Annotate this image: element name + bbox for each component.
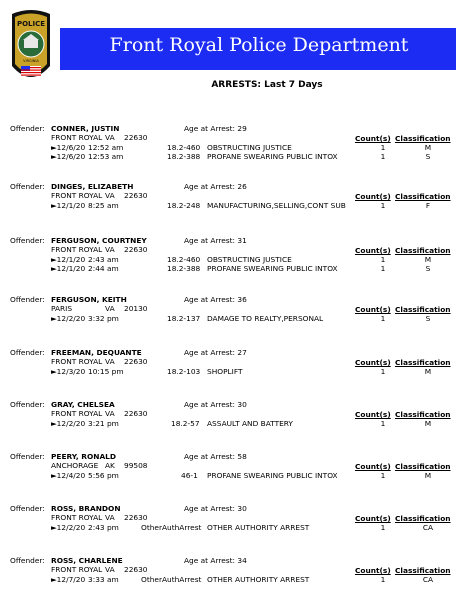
charge-date: ►12/1/20 (51, 255, 86, 264)
charge-row (51, 143, 461, 152)
age-at-arrest: Age at Arrest: 29 (184, 124, 247, 133)
charge-date: ►12/3/20 (51, 367, 86, 376)
count-header: Count(s) (355, 358, 391, 367)
charge-code: 18.2-388 (167, 264, 201, 273)
classification-header: Classification (395, 566, 451, 575)
offender-name: DINGES, ELIZABETH (51, 182, 134, 191)
charge-description: OBSTRUCTING JUSTICE (207, 255, 292, 264)
offender-zip: 22630 (124, 133, 148, 142)
charge-row (51, 367, 461, 376)
offender-city: FRONT ROYAL (51, 191, 103, 200)
age-at-arrest: Age at Arrest: 30 (184, 400, 247, 409)
offender-label: Offender: (10, 295, 45, 304)
charge-row (51, 314, 461, 323)
charge-description: MANUFACTURING,SELLING,CONT SUB (207, 201, 346, 210)
charge-code: 18.2-460 (167, 143, 201, 152)
charge-date: ►12/1/20 (51, 264, 86, 273)
charge-description: SHOPLIFT (207, 367, 243, 376)
count-header: Count(s) (355, 410, 391, 419)
charge-code: OtherAuthArrest (141, 575, 202, 584)
charge-date: ►12/2/20 (51, 314, 86, 323)
charge-row (51, 471, 461, 480)
offender-label: Offender: (10, 348, 45, 357)
offender-state: VA (105, 133, 115, 142)
charge-time: 8:25 am (88, 201, 119, 210)
offender-name: ROSS, BRANDON (51, 504, 121, 513)
age-at-arrest: Age at Arrest: 34 (184, 556, 247, 565)
classification-header: Classification (395, 514, 451, 523)
offender-zip: 99508 (124, 461, 148, 470)
offender-zip: 22630 (124, 245, 148, 254)
charge-time: 10:15 pm (88, 367, 124, 376)
charge-count: 1 (380, 255, 386, 264)
offender-record (0, 295, 464, 353)
charge-description: PROFANE SWEARING PUBLIC INTOX (207, 152, 338, 161)
count-header: Count(s) (355, 514, 391, 523)
offender-label: Offender: (10, 504, 45, 513)
offender-state: VA (105, 357, 115, 366)
charge-date: ►12/6/20 (51, 143, 86, 152)
charge-date: ►12/7/20 (51, 575, 86, 584)
classification-header: Classification (395, 358, 451, 367)
offender-zip: 22630 (124, 409, 148, 418)
charge-row (51, 255, 461, 264)
offender-state: VA (105, 565, 115, 574)
charge-code: 18.2-137 (167, 314, 201, 323)
charge-classification: M (424, 419, 432, 428)
charge-classification: M (424, 143, 432, 152)
offender-name: GRAY, CHELSEA (51, 400, 115, 409)
charge-row (51, 264, 461, 273)
count-header: Count(s) (355, 305, 391, 314)
charge-time: 2:44 am (88, 264, 119, 273)
charge-row (51, 419, 461, 428)
charge-time: 3:32 pm (88, 314, 119, 323)
offender-name: PEERY, RONALD (51, 452, 117, 461)
offender-city: FRONT ROYAL (51, 565, 103, 574)
offender-record (0, 556, 464, 614)
charge-description: PROFANE SWEARING PUBLIC INTOX (207, 264, 338, 273)
offender-record (0, 400, 464, 458)
count-header: Count(s) (355, 566, 391, 575)
classification-header: Classification (395, 192, 451, 201)
charge-description: OBSTRUCTING JUSTICE (207, 143, 292, 152)
charge-row (51, 201, 461, 210)
charge-classification: CA (422, 523, 434, 532)
age-at-arrest: Age at Arrest: 36 (184, 295, 247, 304)
classification-header: Classification (395, 305, 451, 314)
charge-count: 1 (380, 419, 386, 428)
offender-record (0, 236, 464, 294)
offender-record (0, 124, 464, 182)
offender-record (0, 504, 464, 562)
charge-time: 12:52 am (88, 143, 124, 152)
charge-classification: S (425, 152, 431, 161)
offender-label: Offender: (10, 124, 45, 133)
classification-header: Classification (395, 410, 451, 419)
age-at-arrest: Age at Arrest: 31 (184, 236, 247, 245)
charge-time: 5:56 pm (88, 471, 119, 480)
charge-code: 18.2-57 (171, 419, 200, 428)
charge-description: OTHER AUTHORITY ARREST (207, 575, 310, 584)
charge-classification: CA (422, 575, 434, 584)
offender-city: FRONT ROYAL (51, 245, 103, 254)
charge-row (51, 523, 461, 532)
report-header (0, 0, 464, 92)
charge-date: ►12/2/20 (51, 419, 86, 428)
classification-header: Classification (395, 462, 451, 471)
offender-state: VA (105, 191, 115, 200)
count-header: Count(s) (355, 134, 391, 143)
offender-city: FRONT ROYAL (51, 409, 103, 418)
offender-label: Offender: (10, 236, 45, 245)
offender-label: Offender: (10, 452, 45, 461)
charge-classification: M (424, 255, 432, 264)
charge-time: 3:33 am (88, 575, 119, 584)
offender-name: CONNER, JUSTIN (51, 124, 120, 133)
classification-header: Classification (395, 134, 451, 143)
charge-count: 1 (380, 152, 386, 161)
charge-classification: M (424, 367, 432, 376)
offender-zip: 22630 (124, 565, 148, 574)
charge-code: 18.2-248 (167, 201, 201, 210)
charge-count: 1 (380, 143, 386, 152)
charge-count: 1 (380, 201, 386, 210)
charge-date: ►12/2/20 (51, 523, 86, 532)
age-at-arrest: Age at Arrest: 30 (184, 504, 247, 513)
charge-classification: M (424, 471, 432, 480)
charge-date: ►12/1/20 (51, 201, 86, 210)
charge-classification: F (425, 201, 431, 210)
offender-label: Offender: (10, 182, 45, 191)
charge-time: 2:43 pm (88, 523, 119, 532)
charge-description: DAMAGE TO REALTY,PERSONAL (207, 314, 324, 323)
charge-classification: S (425, 314, 431, 323)
charge-description: OTHER AUTHORITY ARREST (207, 523, 310, 532)
count-header: Count(s) (355, 462, 391, 471)
offender-zip: 20130 (124, 304, 148, 313)
charge-date: ►12/6/20 (51, 152, 86, 161)
offender-label: Offender: (10, 400, 45, 409)
svg-text:VIRGINIA: VIRGINIA (23, 59, 39, 63)
charge-date: ►12/4/20 (51, 471, 86, 480)
charge-code: 18.2-460 (167, 255, 201, 264)
report-subtitle: ARRESTS: Last 7 Days (211, 80, 323, 90)
charge-count: 1 (380, 264, 386, 273)
charge-count: 1 (380, 367, 386, 376)
offender-city: FRONT ROYAL (51, 513, 103, 522)
offender-zip: 22630 (124, 191, 148, 200)
offender-state: VA (105, 409, 115, 418)
charge-row (51, 575, 461, 584)
offender-city: PARIS (51, 304, 73, 313)
svg-text:POLICE: POLICE (16, 20, 46, 28)
charge-code: 46-1 (181, 471, 198, 480)
offender-label: Offender: (10, 556, 45, 565)
offender-city: FRONT ROYAL (51, 357, 103, 366)
charge-description: PROFANE SWEARING PUBLIC INTOX (207, 471, 338, 480)
charge-description: ASSAULT AND BATTERY (207, 419, 293, 428)
classification-header: Classification (395, 246, 451, 255)
count-header: Count(s) (355, 192, 391, 201)
offender-record (0, 182, 464, 240)
offender-state: AK (105, 461, 115, 470)
page-title: Front Royal Police Department (109, 34, 409, 56)
charge-row (51, 152, 461, 161)
offender-name: FERGUSON, KEITH (51, 295, 127, 304)
charge-time: 2:43 am (88, 255, 119, 264)
offender-record (0, 348, 464, 406)
police-badge-icon (8, 8, 54, 86)
offender-state: VA (105, 304, 115, 313)
age-at-arrest: Age at Arrest: 27 (184, 348, 247, 357)
offender-record (0, 452, 464, 510)
offender-state: VA (105, 513, 115, 522)
offender-zip: 22630 (124, 513, 148, 522)
charge-time: 12:53 am (88, 152, 124, 161)
offender-city: FRONT ROYAL (51, 133, 103, 142)
offender-name: FREEMAN, DEQUANTE (51, 348, 142, 357)
charge-count: 1 (380, 523, 386, 532)
age-at-arrest: Age at Arrest: 26 (184, 182, 247, 191)
charge-code: 18.2-388 (167, 152, 201, 161)
charge-code: OtherAuthArrest (141, 523, 202, 532)
age-at-arrest: Age at Arrest: 58 (184, 452, 247, 461)
offender-city: ANCHORAGE (51, 461, 99, 470)
charge-time: 3:21 pm (88, 419, 119, 428)
offender-zip: 22630 (124, 357, 148, 366)
offender-name: ROSS, CHARLENE (51, 556, 123, 565)
charge-classification: S (425, 264, 431, 273)
charge-count: 1 (380, 575, 386, 584)
charge-code: 18.2-103 (167, 367, 201, 376)
offender-name: FERGUSON, COURTNEY (51, 236, 147, 245)
count-header: Count(s) (355, 246, 391, 255)
offender-state: VA (105, 245, 115, 254)
charge-count: 1 (380, 314, 386, 323)
charge-count: 1 (380, 471, 386, 480)
